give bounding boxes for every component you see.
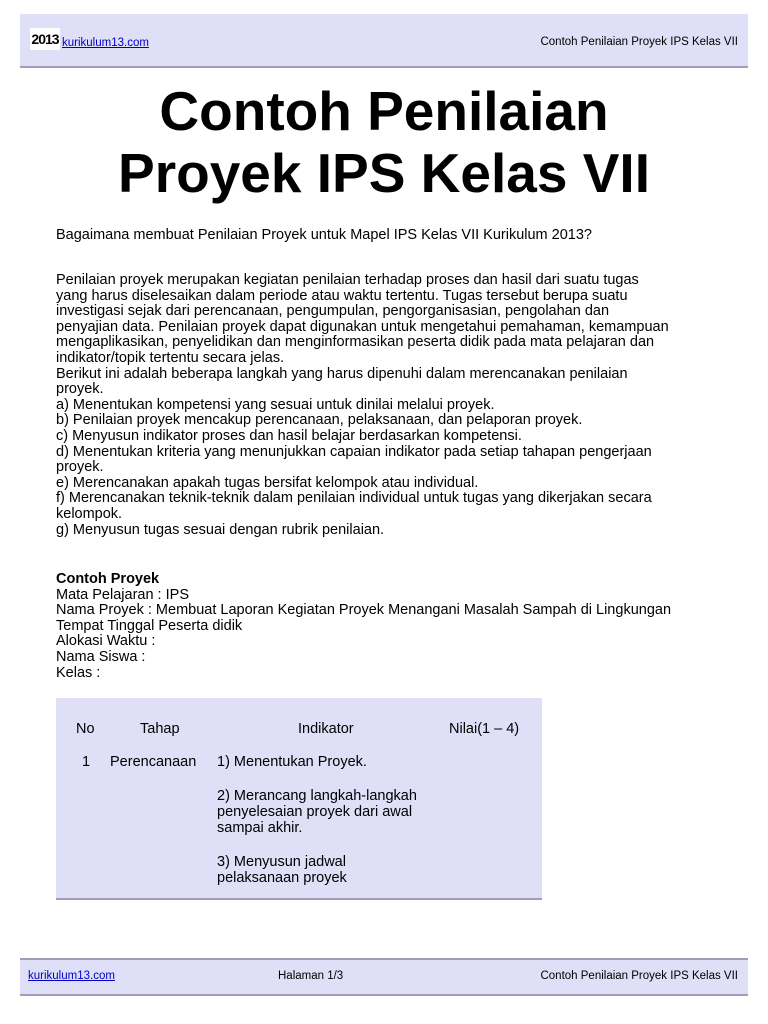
body-paragraph [56,273,726,538]
indicator-2-line-2: penyelesaian proyek dari awal [217,804,413,820]
page-footer [20,958,748,996]
col-header-nilai: Nilai(1 – 4) [449,721,520,737]
indicator-3-line-2: pelaksanaan proyek [217,870,347,886]
example-nama-proyek: Nama Proyek : Membuat Laporan Kegiatan Proyek Menangani Masalah Sampah di Lingkungan [56,602,672,619]
footer-page-number: Halaman 1/3 [278,970,344,982]
footer-site-link[interactable]: kurikulum13.com [28,970,115,982]
title-line-2: Proyek IPS Kelas VII [118,142,650,204]
body-line: mengaplikasikan, penyelidikan dan menginformasikan peserta didik pada mata pelajaran dan [56,334,655,351]
body-line: a) Menentukan kompetensi yang sesuai untuk dinilai melalui proyek. [56,396,495,413]
body-line: Berikut ini adalah beberapa langkah yang harus dipenuhi dalam merencanakan penilaian [56,365,628,382]
page-header [20,14,748,68]
row-no: 1 [82,754,91,770]
body-line: indikator/topik tertentu secara jelas. [56,349,285,366]
col-header-no: No [76,721,95,737]
body-line: d) Menentukan kriteria yang menunjukkan capaian indikator pada setiap tahapan pengerjaan [56,443,652,460]
body-line: penyajian data. Penilaian proyek dapat digunakan untuk mengetahui pemahaman, kemampuan [56,318,669,335]
indicator-3-line-1: 3) Menyusun jadwal [217,854,346,870]
body-line: Penilaian proyek merupakan kegiatan penilaian terhadap proses dan hasil dari suatu tugas [56,272,639,288]
body-line: f) Merencanakan teknik-teknik dalam penilaian individual untuk tugas yang dikerjakan secara [56,490,652,507]
example-alokasi: Alokasi Waktu : [56,633,156,650]
example-kelas: Kelas : [56,664,101,681]
example-nama-proyek-cont: Tempat Tinggal Peserta didik [56,617,243,634]
example-nama-siswa: Nama Siswa : [56,648,146,665]
body-line: e) Merencanakan apakah tugas bersifat kelompok atau individual. [56,474,479,491]
body-line: g) Menyusun tugas sesuai dengan rubrik penilaian. [56,521,385,538]
example-mapel: Mata Pelajaran : IPS [56,586,189,603]
indicator-1: 1) Menentukan Proyek. [217,754,367,770]
body-line: investigasi sejak dari perencanaan, pengumpulan, pengorganisasian, pengolahan dan [56,303,610,320]
page-title [0,80,768,204]
row-tahap: Perencanaan [110,754,197,770]
header-site-link[interactable]: kurikulum13.com [62,37,149,49]
intro-question: Bagaimana membuat Penilaian Proyek untuk Mapel IPS Kelas VII Kurikulum 2013? [56,227,592,243]
body-line: b) Penilaian proyek mencakup perencanaan, pelaksanaan, dan pelaporan proyek. [56,412,583,429]
body-line: proyek. [56,381,104,398]
body-line: yang harus diselesaikan dalam periode atau waktu tertentu. Tugas tersebut berupa suatu [56,287,628,304]
rubric-table [56,698,542,900]
logo: 2013 [30,28,60,50]
indicator-2-line-1: 2) Merancang langkah-langkah [217,788,417,804]
footer-doc-title: Contoh Penilaian Proyek IPS Kelas VII [540,970,738,982]
example-section [56,572,736,681]
title-line-1: Contoh Penilaian [159,80,609,142]
header-doc-title: Contoh Penilaian Proyek IPS Kelas VII [540,36,738,48]
body-line: c) Menyusun indikator proses dan hasil belajar berdasarkan kompetensi. [56,427,522,444]
body-line: proyek. [56,459,104,476]
col-header-tahap: Tahap [140,721,180,737]
example-heading: Contoh Proyek [56,571,160,587]
indicator-2-line-3: sampai akhir. [217,820,303,836]
body-line: kelompok. [56,505,123,522]
col-header-indikator: Indikator [298,721,354,737]
